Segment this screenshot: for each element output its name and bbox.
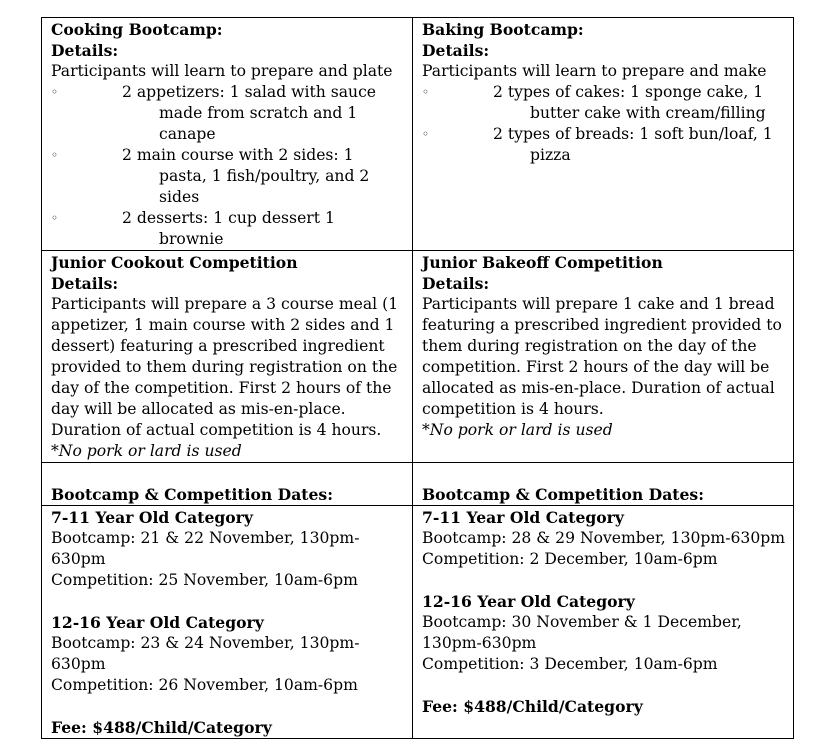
dates-header-cell-right [413, 463, 794, 506]
programme-table [41, 17, 794, 739]
list-item: ◦ 2 appetizers: 1 salad with sauce made from scratch and 1 canape [51, 83, 377, 143]
category-12-16-competition: Competition: 26 November, 10am-6pm [51, 676, 358, 694]
category-7-11-bootcamp: Bootcamp: 21 & 22 November, 130pm-630pm [51, 529, 360, 568]
category-7-11-bootcamp: Bootcamp: 28 & 29 November, 130pm-630pm [422, 529, 786, 547]
fee-label: Fee: $488/Child/Category [422, 697, 643, 716]
list-item: ◦ 2 main course with 2 sides: 1 pasta, 1 fish/poultry, and 2 sides [51, 146, 370, 206]
junior-cookout-note: *No pork or lard is used [51, 442, 242, 460]
list-item: ◦ 2 types of breads: 1 soft bun/loaf, 1 pizza [422, 125, 773, 164]
category-12-16-title: 12-16 Year Old Category [422, 592, 635, 611]
junior-bakeoff-body: Participants will prepare 1 cake and 1 bread featuring a prescribed ingredient provided to them during registration on the day of the competition. First 2 hours of the day will be allocated as mis-en-place. Duration of actual competition is 4 hours. [422, 295, 782, 418]
junior-cookout-title: Junior Cookout Competition [51, 253, 298, 272]
cooking-bootcamp-cell [42, 18, 413, 251]
category-12-16-bootcamp: Bootcamp: 23 & 24 November, 130pm-630pm [51, 634, 360, 673]
dates-header-left: Bootcamp & Competition Dates: [51, 485, 333, 504]
bullet-circle-icon: ◦ [422, 85, 430, 99]
bullet-circle-icon: ◦ [51, 211, 59, 225]
junior-bakeoff-note: *No pork or lard is used [422, 421, 613, 439]
details-label: Details: [422, 41, 490, 60]
baking-bootcamp-intro: Participants will learn to prepare and make [422, 62, 767, 80]
category-12-16-title: 12-16 Year Old Category [51, 613, 264, 632]
category-7-11-competition: Competition: 25 November, 10am-6pm [51, 571, 358, 589]
cooking-bootcamp-title: Cooking Bootcamp: [51, 20, 223, 39]
dates-header-right: Bootcamp & Competition Dates: [422, 485, 704, 504]
baking-bootcamp-cell [413, 18, 794, 251]
list-item: ◦ 2 types of cakes: 1 sponge cake, 1 butter cake with cream/filling [422, 83, 766, 122]
list-item: ◦ 2 desserts: 1 cup dessert 1 brownie [51, 209, 335, 248]
cooking-dates-cell [42, 506, 413, 739]
category-12-16-bootcamp: Bootcamp: 30 November & 1 December, 130pm-630pm [422, 613, 742, 652]
baking-dates-cell [413, 506, 794, 739]
category-7-11-competition: Competition: 2 December, 10am-6pm [422, 550, 718, 568]
junior-bakeoff-cell [413, 251, 794, 463]
details-label: Details: [51, 274, 119, 293]
junior-bakeoff-title: Junior Bakeoff Competition [422, 253, 663, 272]
category-7-11-title: 7-11 Year Old Category [51, 508, 253, 527]
dates-header-cell-left [42, 463, 413, 506]
baking-bootcamp-title: Baking Bootcamp: [422, 20, 584, 39]
junior-cookout-body: Participants will prepare a 3 course meal (1 appetizer, 1 main course with 2 sides and 1 dessert) featuring a prescribed ingredient provided to them during registration on the day of the competition. First 2 hours of the day will be allocated as mis-en-place. Duration of actual competition is 4 hours. [51, 295, 399, 439]
cooking-bootcamp-intro: Participants will learn to prepare and plate [51, 62, 393, 80]
bullet-circle-icon: ◦ [51, 148, 59, 162]
bullet-circle-icon: ◦ [422, 127, 430, 141]
junior-cookout-cell [42, 251, 413, 463]
details-label: Details: [51, 41, 119, 60]
category-12-16-competition: Competition: 3 December, 10am-6pm [422, 655, 718, 673]
fee-label: Fee: $488/Child/Category [51, 718, 272, 737]
bullet-circle-icon: ◦ [51, 85, 59, 99]
category-7-11-title: 7-11 Year Old Category [422, 508, 624, 527]
details-label: Details: [422, 274, 490, 293]
